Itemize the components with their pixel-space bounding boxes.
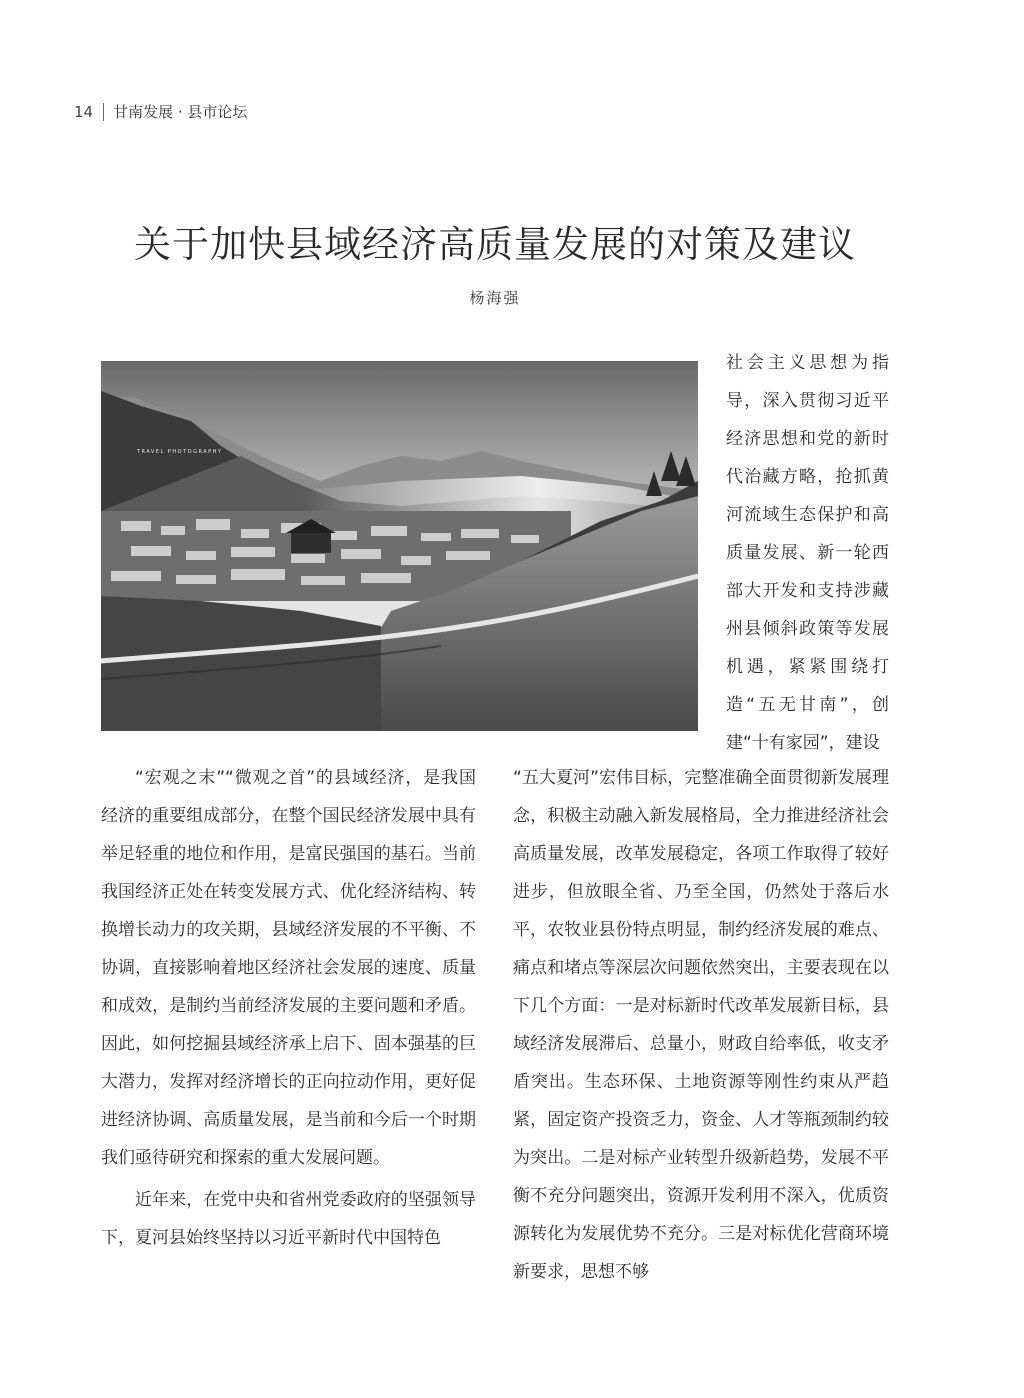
section-name: 甘南发展 · 县市论坛: [113, 103, 248, 121]
page-number: 14: [74, 102, 94, 121]
photo-watermark: TRAVEL PHOTOGRAPHY: [137, 449, 223, 455]
header-divider: [103, 103, 104, 121]
running-header: [74, 101, 247, 122]
landscape-illustration: [101, 361, 698, 731]
landscape-photo: [101, 361, 698, 731]
body-column-right: “五大夏河”宏伟目标，完整准确全面贯彻新发展理念，积极主动融入新发展格局，全力推进经济社会高质量发展，改革发展稳定，各项工作取得了较好进步，但放眼全省、乃至全国，仍然处于落后水平，农牧业县份特点明显，制约经济发展的难点、痛点和堵点等深层次问题依然突出，主要表现在以下几个方面：一是对标新时代改革发展新目标，县域经济发展滞后、总量小，财政自给率低，收支矛盾突出。生态环保、土地资源等刚性约束从严趋紧，固定资产投资乏力，资金、人才等瓶颈制约较为突出。二是对标产业转型升级新趋势，发展不平衡不充分问题突出，资源开发利用不深入，优质资源转化为发展优势不充分。三是对标优化营商环境新要求，思想不够: [513, 768, 889, 1282]
article-author: 杨海强: [469, 289, 521, 307]
body-text-right-top: 社会主义思想为指导，深入贯彻习近平经济思想和党的新时代治藏方略，抢抓黄河流域生态保护和高质量发展、新一轮西部大开发和支持涉藏州县倾斜政策等发展机遇，紧紧围绕打造“五无甘南”，创建“十有家园”，建设: [726, 353, 889, 753]
body-column-left: [101, 759, 476, 1257]
paragraph-1: “宏观之末”“微观之首”的县域经济，是我国经济的重要组成部分，在整个国民经济发展中具有举足轻重的地位和作用，是富民强国的基石。当前我国经济正处在转变发展方式、优化经济结构、转换增长动力的攻关期，县域经济发展的不平衡、不协调，直接影响着地区经济社会发展的速度、质量和成效，是制约当前经济发展的主要问题和矛盾。因此，如何挖掘县域经济承上启下、固本强基的巨大潜力，发挥对经济增长的正向拉动作用，更好促进经济协调、高质量发展，是当前和今后一个时期我们亟待研究和探索的重大发展问题。: [101, 768, 476, 1168]
article-title: 关于加快县域经济高质量发展的对策及建议: [134, 223, 856, 266]
paragraph-2: 近年来，在党中央和省州党委政府的坚强领导下，夏河县始终坚持以习近平新时代中国特色: [101, 1190, 476, 1248]
